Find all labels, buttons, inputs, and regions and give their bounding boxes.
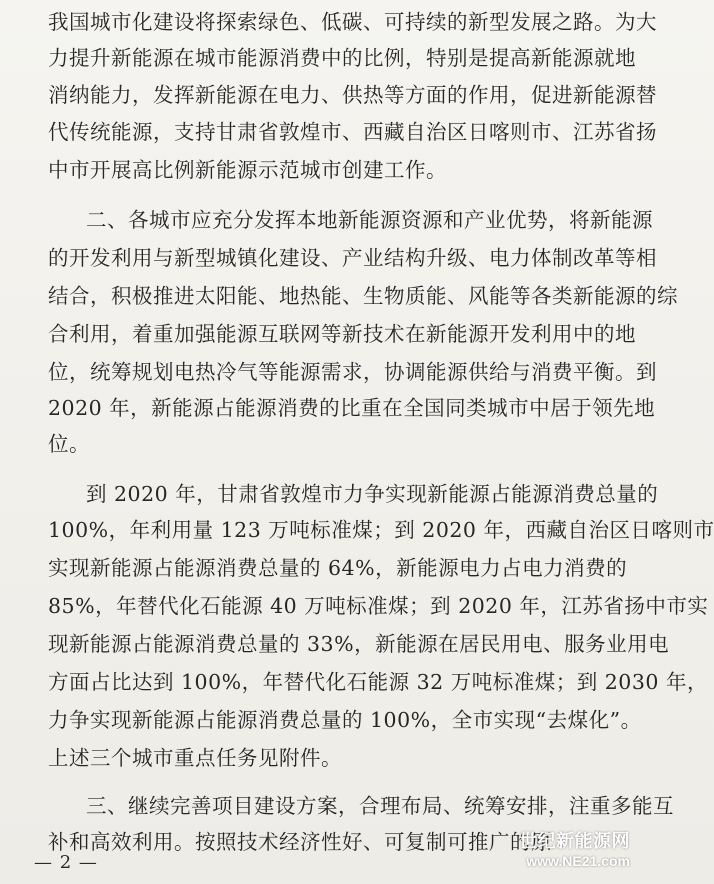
text-line: 合利用，着重加强能源互联网等新技术在新能源开发利用中的地 [48, 322, 636, 346]
text-line: 我国城市化建设将探索绿色、低碳、可持续的新型发展之路。为大 [48, 10, 657, 34]
text-line: 方面占比达到 100%，年替代化石能源 32 万吨标准煤；到 2030 年， [48, 670, 708, 694]
watermark-url: www.NE21.com [526, 853, 630, 869]
site-watermark [502, 830, 630, 876]
text-line: 补和高效利用。按照技术经济性好、可复制可推广的原 [48, 830, 552, 854]
text-line: 消纳能力，发挥新能源在电力、供热等方面的作用，促进新能源替 [48, 83, 657, 107]
text-line: 上述三个城市重点任务见附件。 [48, 746, 342, 770]
text-line: 中市开展高比例新能源示范城市创建工作。 [48, 158, 447, 182]
text-line: 85%，年替代化石能源 40 万吨标准煤；到 2020 年，江苏省扬中市实 [48, 594, 709, 618]
text-line: 现新能源占能源消费总量的 33%，新能源在居民用电、服务业用电 [48, 632, 670, 656]
text-line: 力提升新能源在城市能源消费中的比例，特别是提高新能源就地 [48, 46, 636, 70]
page-number: — 2 — [34, 852, 98, 873]
text-line: 位，统筹规划电热冷气等能源需求，协调能源供给与消费平衡。到 [48, 360, 657, 384]
text-line: 结合，积极推进太阳能、地热能、生物质能、风能等各类新能源的综 [48, 284, 678, 308]
text-line: 到 2020 年，甘肃省敦煌市力争实现新能源占能源消费总量的 [86, 482, 659, 506]
text-line: 100%，年利用量 123 万吨标准煤；到 2020 年，西藏自治区日喀则市 [48, 518, 714, 542]
text-line: 2020 年，新能源占能源消费的比重在全国同类城市中居于领先地 [48, 396, 656, 420]
text-line: 二、各城市应充分发挥本地新能源资源和产业优势，将新能源 [86, 208, 653, 232]
text-line: 三、继续完善项目建设方案，合理布局、统筹安排，注重多能互 [86, 794, 674, 818]
text-line: 实现新能源占能源消费总量的 64%，新能源电力占电力消费的 [48, 556, 628, 580]
text-line: 力争实现新能源占能源消费总量的 100%，全市实现“去煤化”。 [48, 708, 642, 732]
text-line: 位。 [48, 432, 90, 456]
watermark-name: 世纪新能源网 [519, 831, 630, 851]
text-line: 代传统能源，支持甘肃省敦煌市、西藏自治区日喀则市、江苏省扬 [48, 120, 657, 144]
text-line: 的开发利用与新型城镇化建设、产业结构升级、电力体制改革等相 [48, 246, 657, 270]
